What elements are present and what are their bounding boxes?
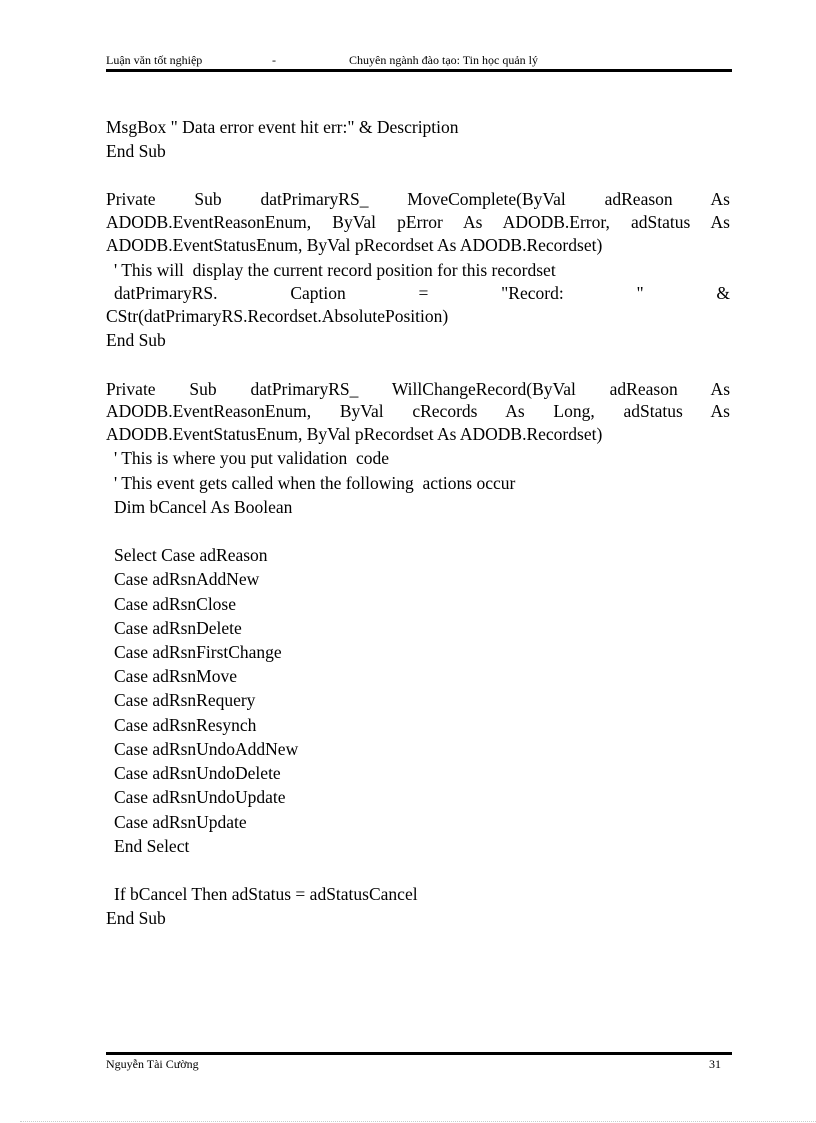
code-line: Case adRsnUndoAddNew — [114, 739, 299, 759]
code-line: ' This event gets called when the following actions occur — [114, 473, 516, 493]
code-line: datPrimaryRS. Caption = "Record: " & — [114, 283, 730, 303]
code-line: Case adRsnUndoUpdate — [114, 787, 286, 807]
code-line: If bCancel Then adStatus = adStatusCancel — [114, 884, 418, 904]
code-line: ' This will display the current record position for this recordset — [114, 260, 556, 280]
header-left: Luận văn tốt nghiệp — [106, 53, 203, 67]
footer-author: Nguyễn Tài Cường — [106, 1057, 199, 1071]
code-line: End Sub — [106, 141, 166, 161]
code-line: Case adRsnClose — [114, 594, 237, 614]
code-line: ADODB.EventStatusEnum, ByVal pRecordset As ADODB.Recordset) — [106, 235, 603, 255]
page-number: 31 — [709, 1057, 721, 1071]
code-line: Select Case adReason — [114, 545, 268, 565]
code-line: CStr(datPrimaryRS.Recordset.AbsolutePosition) — [106, 306, 449, 326]
code-line: Case adRsnDelete — [114, 618, 242, 638]
code-line: ' This is where you put validation code — [114, 448, 390, 468]
code-line: ADODB.EventReasonEnum, ByVal cRecords As Long, adStatus As — [106, 401, 730, 421]
header-rule — [106, 69, 732, 72]
code-line: Private Sub datPrimaryRS_ MoveComplete(ByVal adReason As — [106, 189, 730, 209]
code-line: MsgBox " Data error event hit err:" & Description — [106, 117, 459, 137]
code-line: Case adRsnUpdate — [114, 812, 247, 832]
code-line: Case adRsnResynch — [114, 715, 257, 735]
header-right: Chuyên ngành đào tạo: Tin học quản lý — [349, 53, 538, 67]
code-line: Case adRsnFirstChange — [114, 642, 282, 662]
code-line: Dim bCancel As Boolean — [114, 497, 293, 517]
code-line: End Select — [114, 836, 190, 856]
code-line: End Sub — [106, 908, 166, 928]
code-line: Private Sub datPrimaryRS_ WillChangeRecord(ByVal adReason As — [106, 379, 730, 399]
code-line: Case adRsnRequery — [114, 690, 256, 710]
code-line: ADODB.EventReasonEnum, ByVal pError As ADODB.Error, adStatus As — [106, 212, 730, 232]
header-separator: - — [272, 53, 276, 67]
code-line: Case adRsnMove — [114, 666, 237, 686]
code-line: End Sub — [106, 330, 166, 350]
code-line: ADODB.EventStatusEnum, ByVal pRecordset As ADODB.Recordset) — [106, 424, 603, 444]
page-edge — [20, 1121, 816, 1122]
footer-rule — [106, 1052, 732, 1055]
code-line: Case adRsnAddNew — [114, 569, 260, 589]
code-line: Case adRsnUndoDelete — [114, 763, 281, 783]
